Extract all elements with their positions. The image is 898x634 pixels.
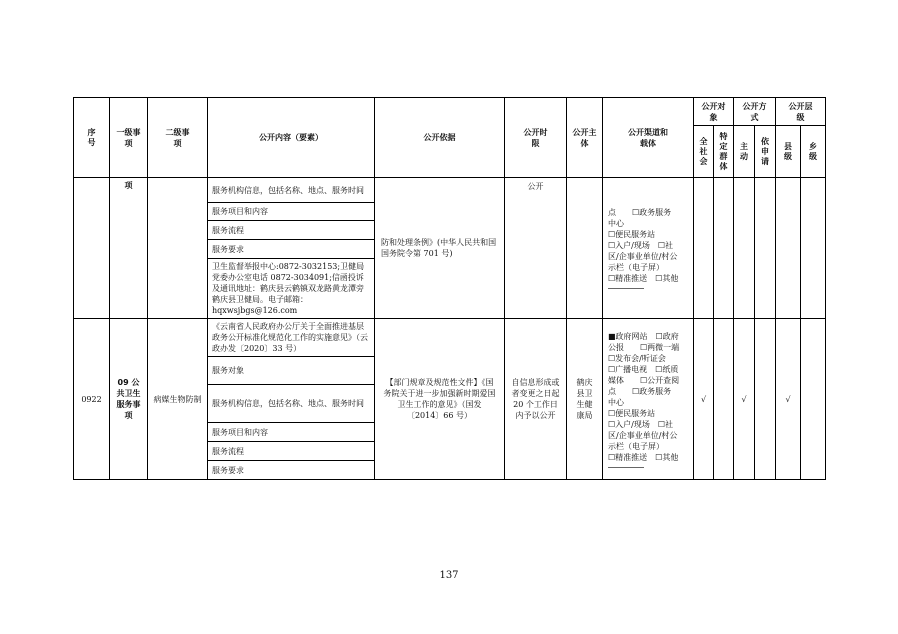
- header-time-limit: 公开时限: [505, 98, 567, 178]
- content-item: 服务项目和内容: [208, 203, 375, 221]
- channel-line: 点 ☐政务服务: [608, 208, 672, 217]
- header-seq: 序号: [74, 98, 110, 178]
- header-level2: 二级事项: [148, 98, 208, 178]
- channel-line: ■政府网站 ☐政府: [608, 331, 679, 341]
- row2-subject: 鹤庆县卫生健康局: [567, 319, 603, 480]
- header-method-request: 依申请: [755, 126, 776, 178]
- header-basis: 公开依据: [375, 98, 505, 178]
- row1-subject: [567, 178, 603, 319]
- channel-line: 中心: [608, 219, 624, 228]
- row2-channel: [603, 319, 694, 480]
- header-target-specific: 特定群体: [714, 126, 734, 178]
- header-row-top: [74, 98, 826, 126]
- header-level-county: 县级: [776, 126, 801, 178]
- channel-line: ☐便民服务站: [608, 408, 656, 418]
- header-target-group: 公开对象: [694, 98, 734, 126]
- page-number: 137: [439, 570, 459, 581]
- table-row: [74, 178, 826, 203]
- row1-method-request: [755, 178, 776, 319]
- header-method-group: 公开方式: [734, 98, 776, 126]
- row1-level-town: [801, 178, 826, 319]
- content-item: 服务流程: [208, 442, 375, 461]
- content-item: 服务要求: [208, 461, 375, 480]
- channel-line: 示栏（电子屏）: [608, 263, 664, 272]
- header-subject: 公开主体: [567, 98, 603, 178]
- table-row: [74, 319, 826, 357]
- content-item: 服务机构信息，包括名称、地点、服务时间: [208, 178, 375, 203]
- channel-line: ☐入户/现场 ☐社: [608, 241, 674, 250]
- disclosure-table: [73, 97, 826, 480]
- content-item: 服务要求: [208, 240, 375, 259]
- header-level1: 一级事项: [110, 98, 148, 178]
- channel-line: 点 ☐政务服务: [608, 386, 672, 396]
- channel-line: ☐精准推送 ☐其他: [608, 452, 679, 462]
- content-item: 服务机构信息，包括名称、地点、服务时间: [208, 385, 375, 423]
- header-level-group: 公开层级: [776, 98, 826, 126]
- content-item: 服务对象: [208, 357, 375, 385]
- channel-line: 示栏（电子屏）: [608, 441, 664, 451]
- channel-line: ☐精准推送 ☐其他: [608, 274, 679, 283]
- content-item-contact: 卫生监督举报中心:0872-3032153;卫健局党委办公室电话 0872-3034091;信函投诉及通讯地址：鹤庆县云鹤镇双龙路黄龙潭旁鹤庆县卫健局。电子邮箱：hqxwsjbgs@126.com: [208, 259, 375, 319]
- row1-channel: [603, 178, 694, 319]
- row1-target-all: [694, 178, 714, 319]
- channel-line: ☐入户/现场 ☐社: [608, 419, 674, 429]
- channel-divider: [608, 467, 644, 468]
- channel-divider: [608, 288, 644, 289]
- header-channel: 公开渠道和载体: [603, 98, 694, 178]
- row1-level2-cell: [148, 178, 208, 319]
- channel-line: 媒体 ☐公开查阅: [608, 375, 680, 385]
- row2-level2: 病媒生物防制: [148, 319, 208, 480]
- row2-target-all-check: √: [694, 319, 714, 480]
- row2-method-request: [755, 319, 776, 480]
- row2-basis: 【部门规章及规范性文件】《国务院关于进一步加强新时期爱国卫生工作的意见》（国发〔2014〕66 号）: [375, 319, 505, 480]
- row2-target-specific: [714, 319, 734, 480]
- channel-line: 公报 ☐两微一端: [608, 342, 680, 352]
- channel-line: 中心: [608, 397, 624, 407]
- row1-seq-cell: [74, 178, 110, 319]
- row2-level1: 09 公共卫生服务事项: [110, 319, 148, 480]
- row2-time-limit: 自信息形成或者变更之日起 20 个工作日内予以公开: [505, 319, 567, 480]
- content-item: 服务项目和内容: [208, 423, 375, 442]
- channel-line: 区/企事业单位/村公: [608, 252, 678, 261]
- channel-line: ☐广播电视 ☐纸质: [608, 364, 679, 374]
- row2-level-town: [801, 319, 826, 480]
- header-method-active: 主动: [734, 126, 755, 178]
- row1-level1-cell: 项: [110, 178, 148, 319]
- header-level-town: 乡级: [801, 126, 826, 178]
- row1-method-active: [734, 178, 755, 319]
- channel-line: ☐发布会/听证会: [608, 353, 666, 363]
- row1-basis: 防和处理条例》(中华人民共和国国务院令第 701 号): [375, 178, 505, 319]
- row1-time-limit: 公开: [505, 178, 567, 319]
- row2-seq: 0922: [74, 319, 110, 480]
- content-item: 《云南省人民政府办公厅关于全面推进基层政务公开标准化规范化工作的实施意见》（云政办发〔2020〕33 号）: [208, 319, 375, 357]
- row1-level-county: [776, 178, 801, 319]
- header-content: 公开内容（要素）: [208, 98, 375, 178]
- channel-line: ☐便民服务站: [608, 230, 656, 239]
- row2-level-county-check: √: [776, 319, 801, 480]
- content-item: 服务流程: [208, 221, 375, 240]
- header-target-all: 全社会: [694, 126, 714, 178]
- row2-method-active-check: √: [734, 319, 755, 480]
- row1-target-specific: [714, 178, 734, 319]
- channel-line: 区/企事业单位/村公: [608, 430, 678, 440]
